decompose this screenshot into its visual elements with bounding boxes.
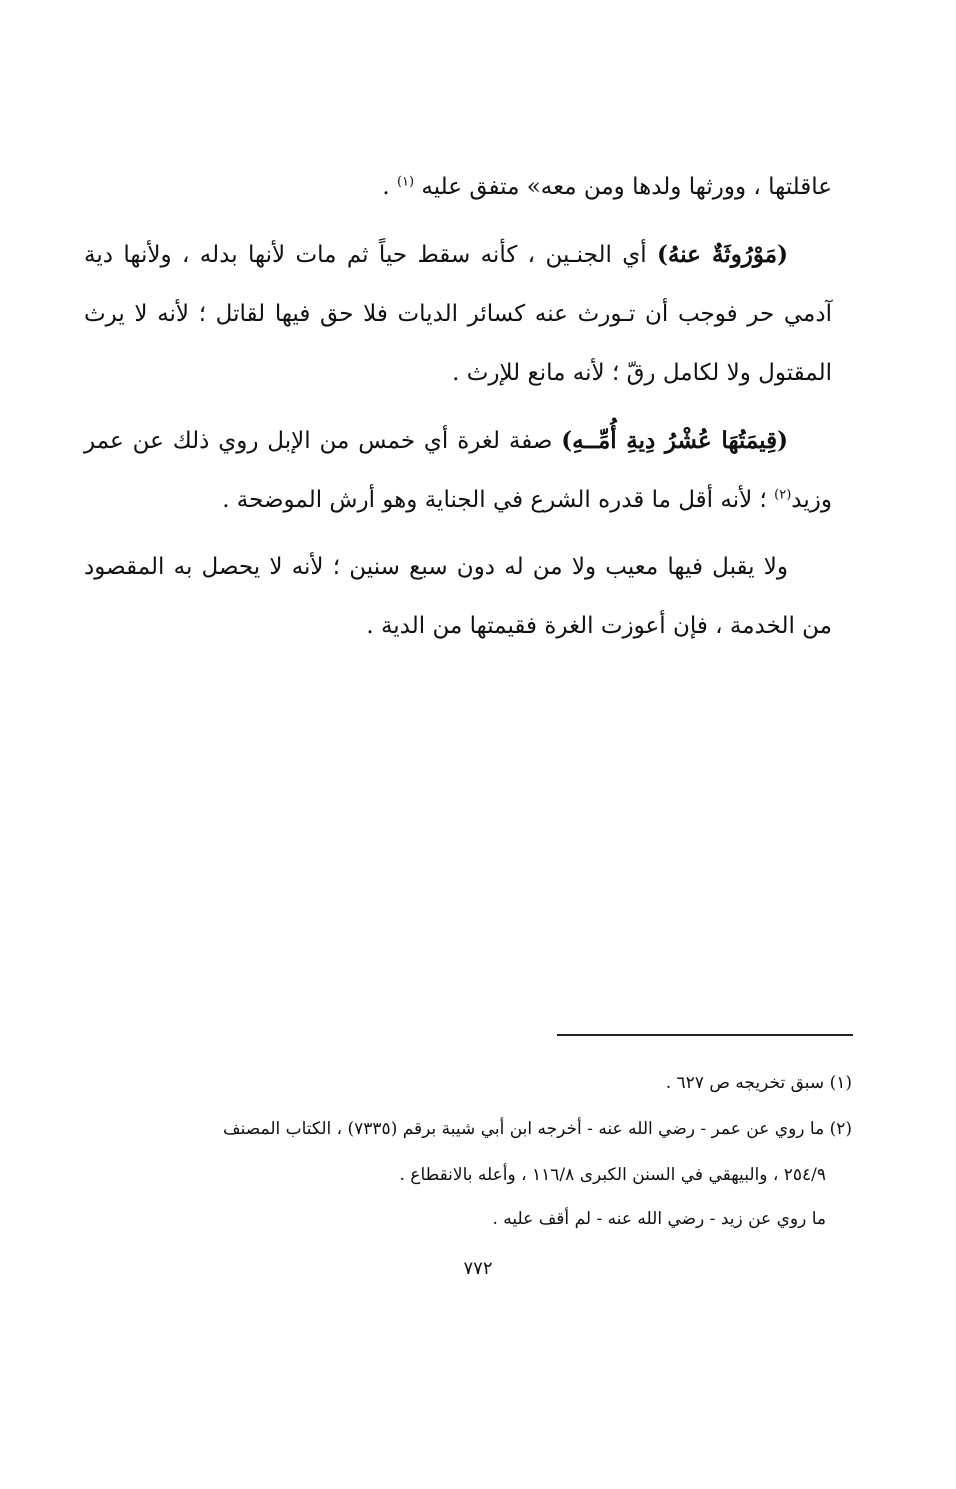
footnote-ref-1: (١)	[396, 174, 415, 190]
footnote-2-continuation: ٢٥٤/٩ ، والبيهقي في السنن الكبرى ١١٦/٨ ، وأعله بالانقطاع .	[399, 1165, 826, 1185]
page-number: ٧٧٢	[463, 1258, 493, 1279]
main-text	[84, 158, 832, 664]
footnote-ref-2: (٢)	[774, 487, 792, 503]
paragraph-1-end: .	[382, 174, 397, 200]
footnote-separator	[557, 1034, 853, 1036]
footnote-1: (١) سبق تخريجه ص ٦٢٧ .	[665, 1073, 852, 1093]
paragraph-2-lemma: (مَوْرُوثَةٌ عنهُ)	[657, 241, 789, 268]
paragraph-1-text: عاقلتها ، وورثها ولدها ومن معه» متفق عليه	[421, 174, 832, 200]
paragraph-2-text: أي الجنـين ، كأنه سقط حياً ثم مات لأنها بدله ، ولأنها دية آدمي حر فوجب أن تـورث عنه كسائر الديات فلا حق فيها لقاتل ؛ لأنه لا يرث المقتول ولا لكامل رقّ ؛ لأنه مانع للإرث .	[84, 242, 832, 386]
paragraph-3-lemma: (قِيمَتُهَا عُشْرُ دِيةِ أُمِّــهِ)	[561, 427, 788, 454]
paragraph-3-text: صفة لغرة أي خمس من الإبل روي ذلك عن عمر وزيد	[84, 428, 832, 513]
paragraph-4-text: ولا يقبل فيها معيب ولا من له دون سبع سنين ؛ لأنه لا يحصل به المقصود من الخدمة ، فإن أعوزت الغرة فقيمتها من الدية .	[84, 554, 832, 639]
footnote-2-continuation-2: ما روي عن زيد - رضي الله عنه - لم أقف عليه .	[492, 1209, 826, 1229]
footnote-2: (٢) ما روي عن عمر - رضي الله عنه - أخرجه ابن أبي شيبة برقم (٧٣٣٥) ، الكتاب المصنف	[223, 1119, 852, 1139]
paragraph-3	[84, 411, 832, 530]
paragraph-4	[84, 538, 832, 656]
paragraph-3-end: ؛ لأنه أقل ما قدره الشرع في الجناية وهو أرش الموضحة .	[222, 487, 775, 513]
paragraph-2	[84, 225, 832, 403]
footnotes	[84, 1061, 852, 1241]
paragraph-1	[84, 158, 832, 217]
